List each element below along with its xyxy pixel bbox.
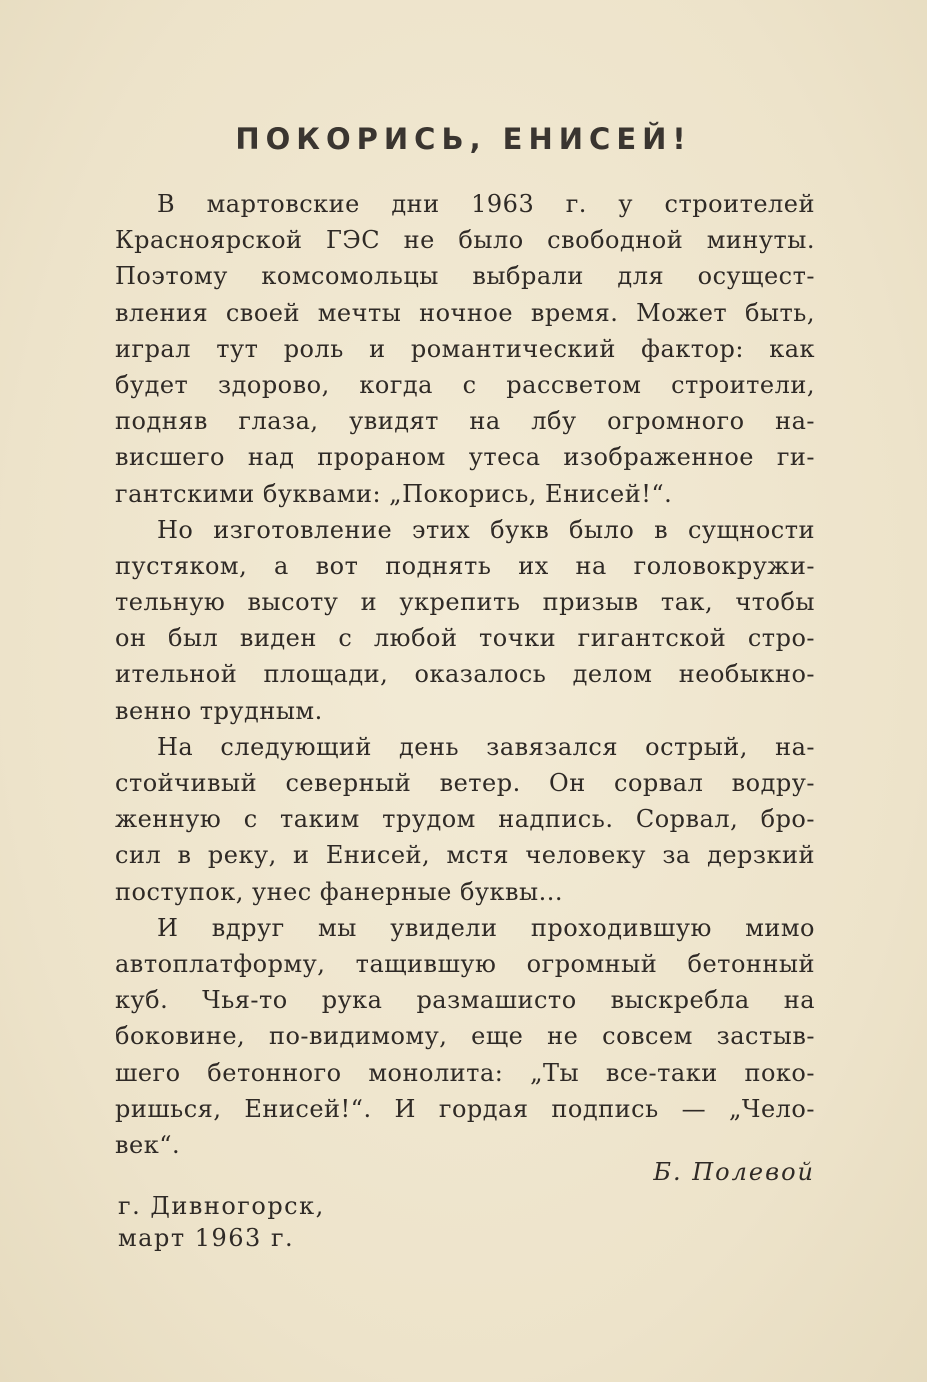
text-line: венно трудным. — [115, 696, 323, 725]
text-line: гантскими буквами: „Покорись, Енисей!“. — [115, 479, 673, 508]
text-line: стойчивый северный ветер. Он сорвал водру- — [115, 769, 815, 797]
text-line: Поэтому комсомольцы выбрали для осущест- — [115, 262, 815, 291]
text-line: век“. — [115, 1130, 181, 1159]
text-line: ительной площади, оказалось делом необыкно- — [115, 660, 815, 689]
article-body — [115, 186, 815, 1163]
text-line: поступок, унес фанерные буквы... — [115, 877, 564, 906]
place-city: г. Дивногорск, — [118, 1192, 325, 1220]
text-line: В мартовские дни 1963 г. у строителей — [157, 190, 815, 218]
text-line: женную с таким трудом надпись. Сорвал, бро- — [115, 805, 815, 834]
page-title: ПОКОРИСЬ, ЕНИСЕЙ! — [235, 122, 692, 156]
text-line: На следующий день завязался острый, на- — [157, 732, 815, 761]
text-line: будет здорово, когда с рассветом строители, — [115, 370, 815, 399]
text-line: автоплатформу, тащившую огромный бетонный — [115, 949, 815, 978]
text-line: Красноярской ГЭС не было свободной минуты. — [115, 226, 815, 255]
text-line: сил в реку, и Енисей, мстя человеку за дерзкий — [115, 841, 815, 870]
author-signature: Б. Полевой — [653, 1158, 815, 1186]
text-line: куб. Чья-то рука размашисто выскребла на — [115, 986, 815, 1015]
text-line: играл тут роль и романтический фактор: как — [115, 334, 815, 363]
paragraph-4 — [115, 910, 815, 1163]
text-line: он был виден с любой точки гигантской стро- — [115, 624, 815, 653]
text-line: висшего над прораном утеса изображенное ги- — [115, 443, 815, 472]
paragraph-3 — [115, 729, 815, 910]
text-line: подняв глаза, увидят на лбу огромного на- — [115, 407, 815, 436]
place-date — [118, 1190, 325, 1254]
text-line: боковине, по-видимому, еще не совсем застыв- — [115, 1022, 815, 1051]
place-date-text: март 1963 г. — [118, 1224, 295, 1252]
paragraph-1 — [115, 186, 815, 512]
text-line: вления своей мечты ночное время. Может быть, — [115, 298, 815, 327]
text-line: шего бетонного монолита: „Ты все-таки поко- — [115, 1058, 815, 1087]
text-line: тельную высоту и укрепить призыв так, чтобы — [115, 588, 815, 617]
text-line: Но изготовление этих букв было в сущности — [157, 515, 815, 544]
text-line: пустяком, а вот поднять их на головокружи- — [115, 551, 815, 580]
text-line: ришься, Енисей!“. И гордая подпись — „Чело- — [115, 1094, 815, 1123]
text-line: И вдруг мы увидели проходившую мимо — [157, 913, 815, 942]
paragraph-2 — [115, 512, 815, 729]
